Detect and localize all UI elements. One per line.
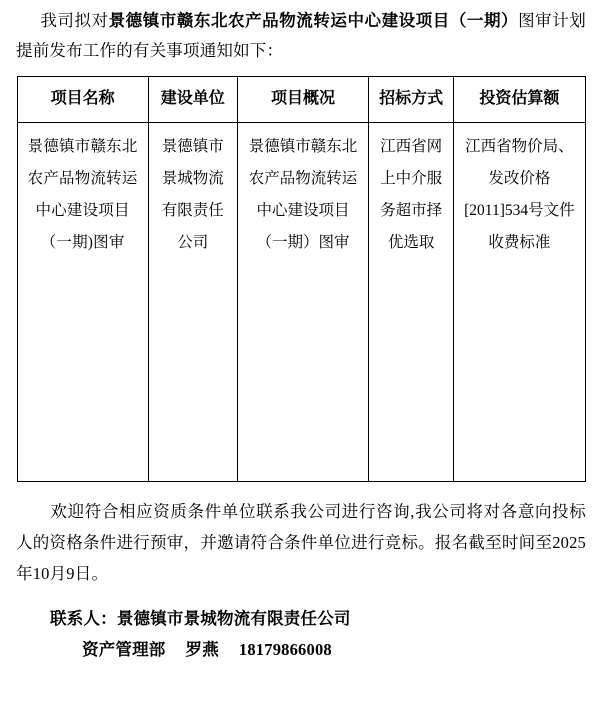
table-header-project-name: 项目名称 <box>17 77 148 123</box>
cell-bidding-method: 江西省网上中介服务超市择优选取 <box>369 123 454 482</box>
project-title-inline: 景德镇市赣东北农产品物流转运中心建设项目（一期） <box>108 11 519 30</box>
contact-line-1 <box>16 603 586 634</box>
cell-project-overview: 景德镇市赣东北农产品物流转运中心建设项目（一期）图审 <box>237 123 368 482</box>
table-header-bidding-method: 招标方式 <box>369 77 454 123</box>
table-header-row <box>17 77 585 123</box>
cell-project-name: 景德镇市赣东北农产品物流转运中心建设项目（一期)图审 <box>17 123 148 482</box>
intro-prefix: 我司拟对 <box>40 11 109 30</box>
contact-line-2 <box>16 634 586 665</box>
notice-paragraph <box>16 496 586 589</box>
table-header-project-overview: 项目概况 <box>237 77 368 123</box>
table-header-investment-estimate: 投资估算额 <box>454 77 585 123</box>
table-row <box>17 123 585 482</box>
contact-phone: 18179866008 <box>238 640 332 659</box>
contact-label: 联系人： <box>50 609 117 628</box>
table-header-construction-unit: 建设单位 <box>148 77 237 123</box>
project-table <box>17 76 586 482</box>
contact-person: 罗燕 <box>185 640 219 659</box>
intro-line2: 图审计划提前发布工作的有关事项通知如下： <box>16 11 586 60</box>
notice-text: 欢迎符合相应资质条件单位联系我公司进行咨询,我公司将对各意向投标人的资格条件进行预审，并邀请符合条件单位进行竞标。报名截至时间至2025年10月9日。 <box>16 502 586 583</box>
contact-department: 资产管理部 <box>82 640 166 659</box>
contact-company: 景德镇市景城物流有限责任公司 <box>116 609 351 628</box>
cell-investment-estimate: 江西省物价局、发改价格[2011]534号文件收费标准 <box>454 123 585 482</box>
intro-paragraph <box>16 6 586 66</box>
cell-construction-unit: 景德镇市景城物流有限责任公司 <box>148 123 237 482</box>
